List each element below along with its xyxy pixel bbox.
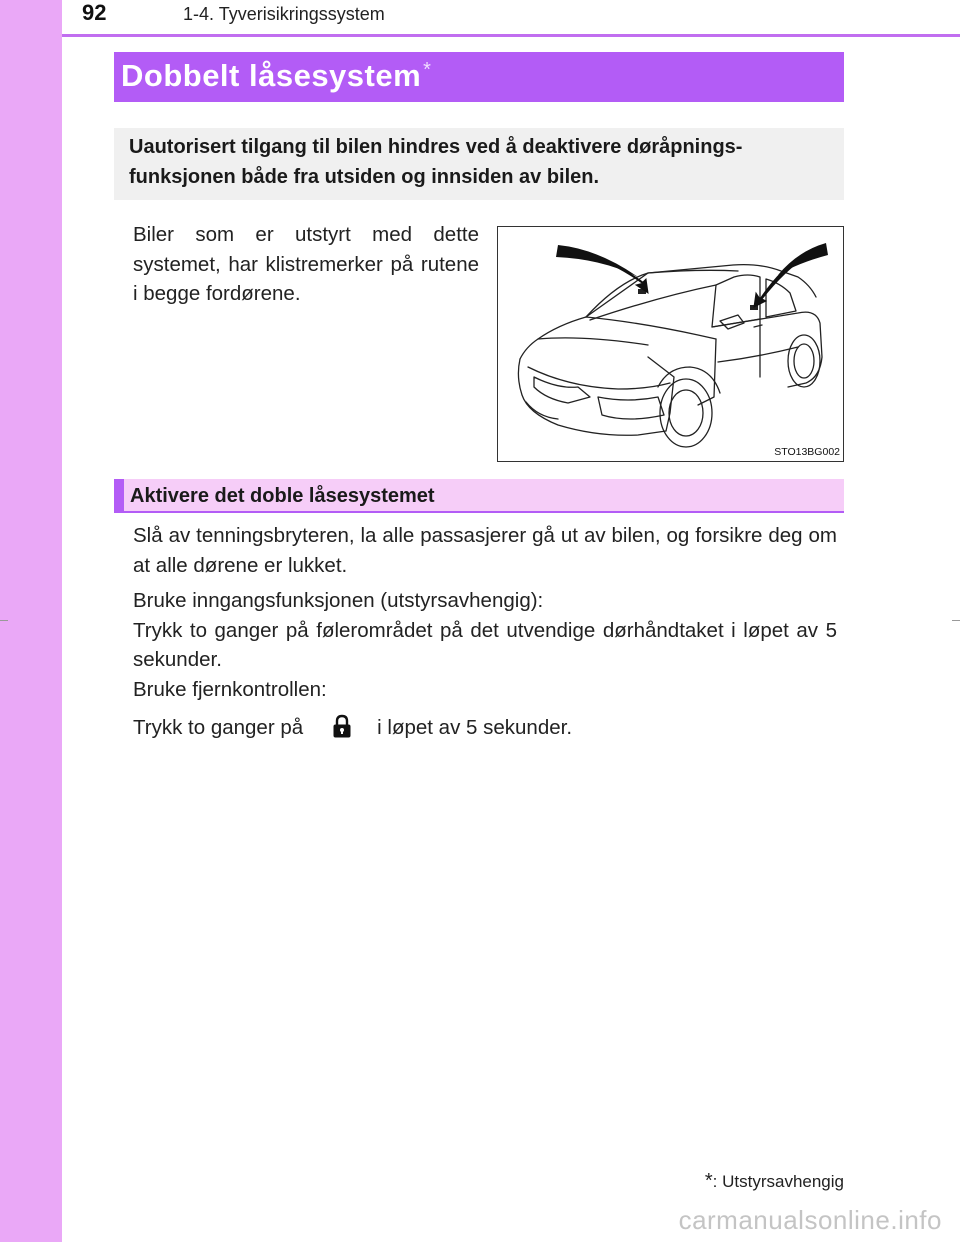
paragraph-remote <box>133 713 837 744</box>
title-asterisk: * <box>423 58 431 81</box>
car-figure <box>497 226 844 462</box>
watermark: carmanualsonline.info <box>678 1205 942 1235</box>
remote-text-before: Trykk to ganger på <box>133 716 304 739</box>
section-title: Aktivere det doble låsesystemet <box>130 485 435 507</box>
chapter-section: 1-4. Tyverisikringssystem <box>183 4 385 24</box>
paragraph-methods <box>133 586 837 704</box>
crop-mark-left <box>0 620 8 621</box>
figure-code: STO13BG002 <box>774 446 840 458</box>
paragraph-stickers: Biler som er utstyrt med dette systemet, har klistremerker på rutene i begge fordørene. <box>133 223 479 305</box>
page-number: 92 <box>82 0 107 25</box>
section-bar <box>114 479 844 513</box>
method-remote-label: Bruke fjernkontrollen: <box>133 677 327 701</box>
remote-text-after: i løpet av 5 sekunder. <box>377 716 573 739</box>
footnote <box>705 1170 844 1193</box>
car-illustration-icon <box>498 227 843 461</box>
lock-icon <box>329 712 355 742</box>
header-divider <box>62 34 960 37</box>
intro-box: Uautorisert tilgang til bilen hindres ved å deaktivere døråpnings- funksjonen både fra utsiden og innsiden av bilen. <box>114 128 844 200</box>
method-entry-label: Bruke inngangsfunksjonen (utstyrsavhengig): <box>133 589 544 612</box>
crop-mark-right <box>952 620 960 621</box>
page-title: Dobbelt låsesystem <box>121 58 422 93</box>
page-sidebar <box>0 0 62 1242</box>
paragraph-prepare: Slå av tenningsbryteren, la alle passasjerer gå ut av bilen, og forsikre deg om at alle dørene er lukket. <box>133 524 837 577</box>
method-entry-text: Trykk to ganger på følerområdet på det utvendige dørhåndtaket i løpet av 5 sekunder. <box>133 618 837 671</box>
footnote-text: : Utstyrsavhengig <box>712 1172 844 1191</box>
footnote-asterisk: * <box>704 1170 713 1192</box>
title-bar <box>114 52 844 102</box>
